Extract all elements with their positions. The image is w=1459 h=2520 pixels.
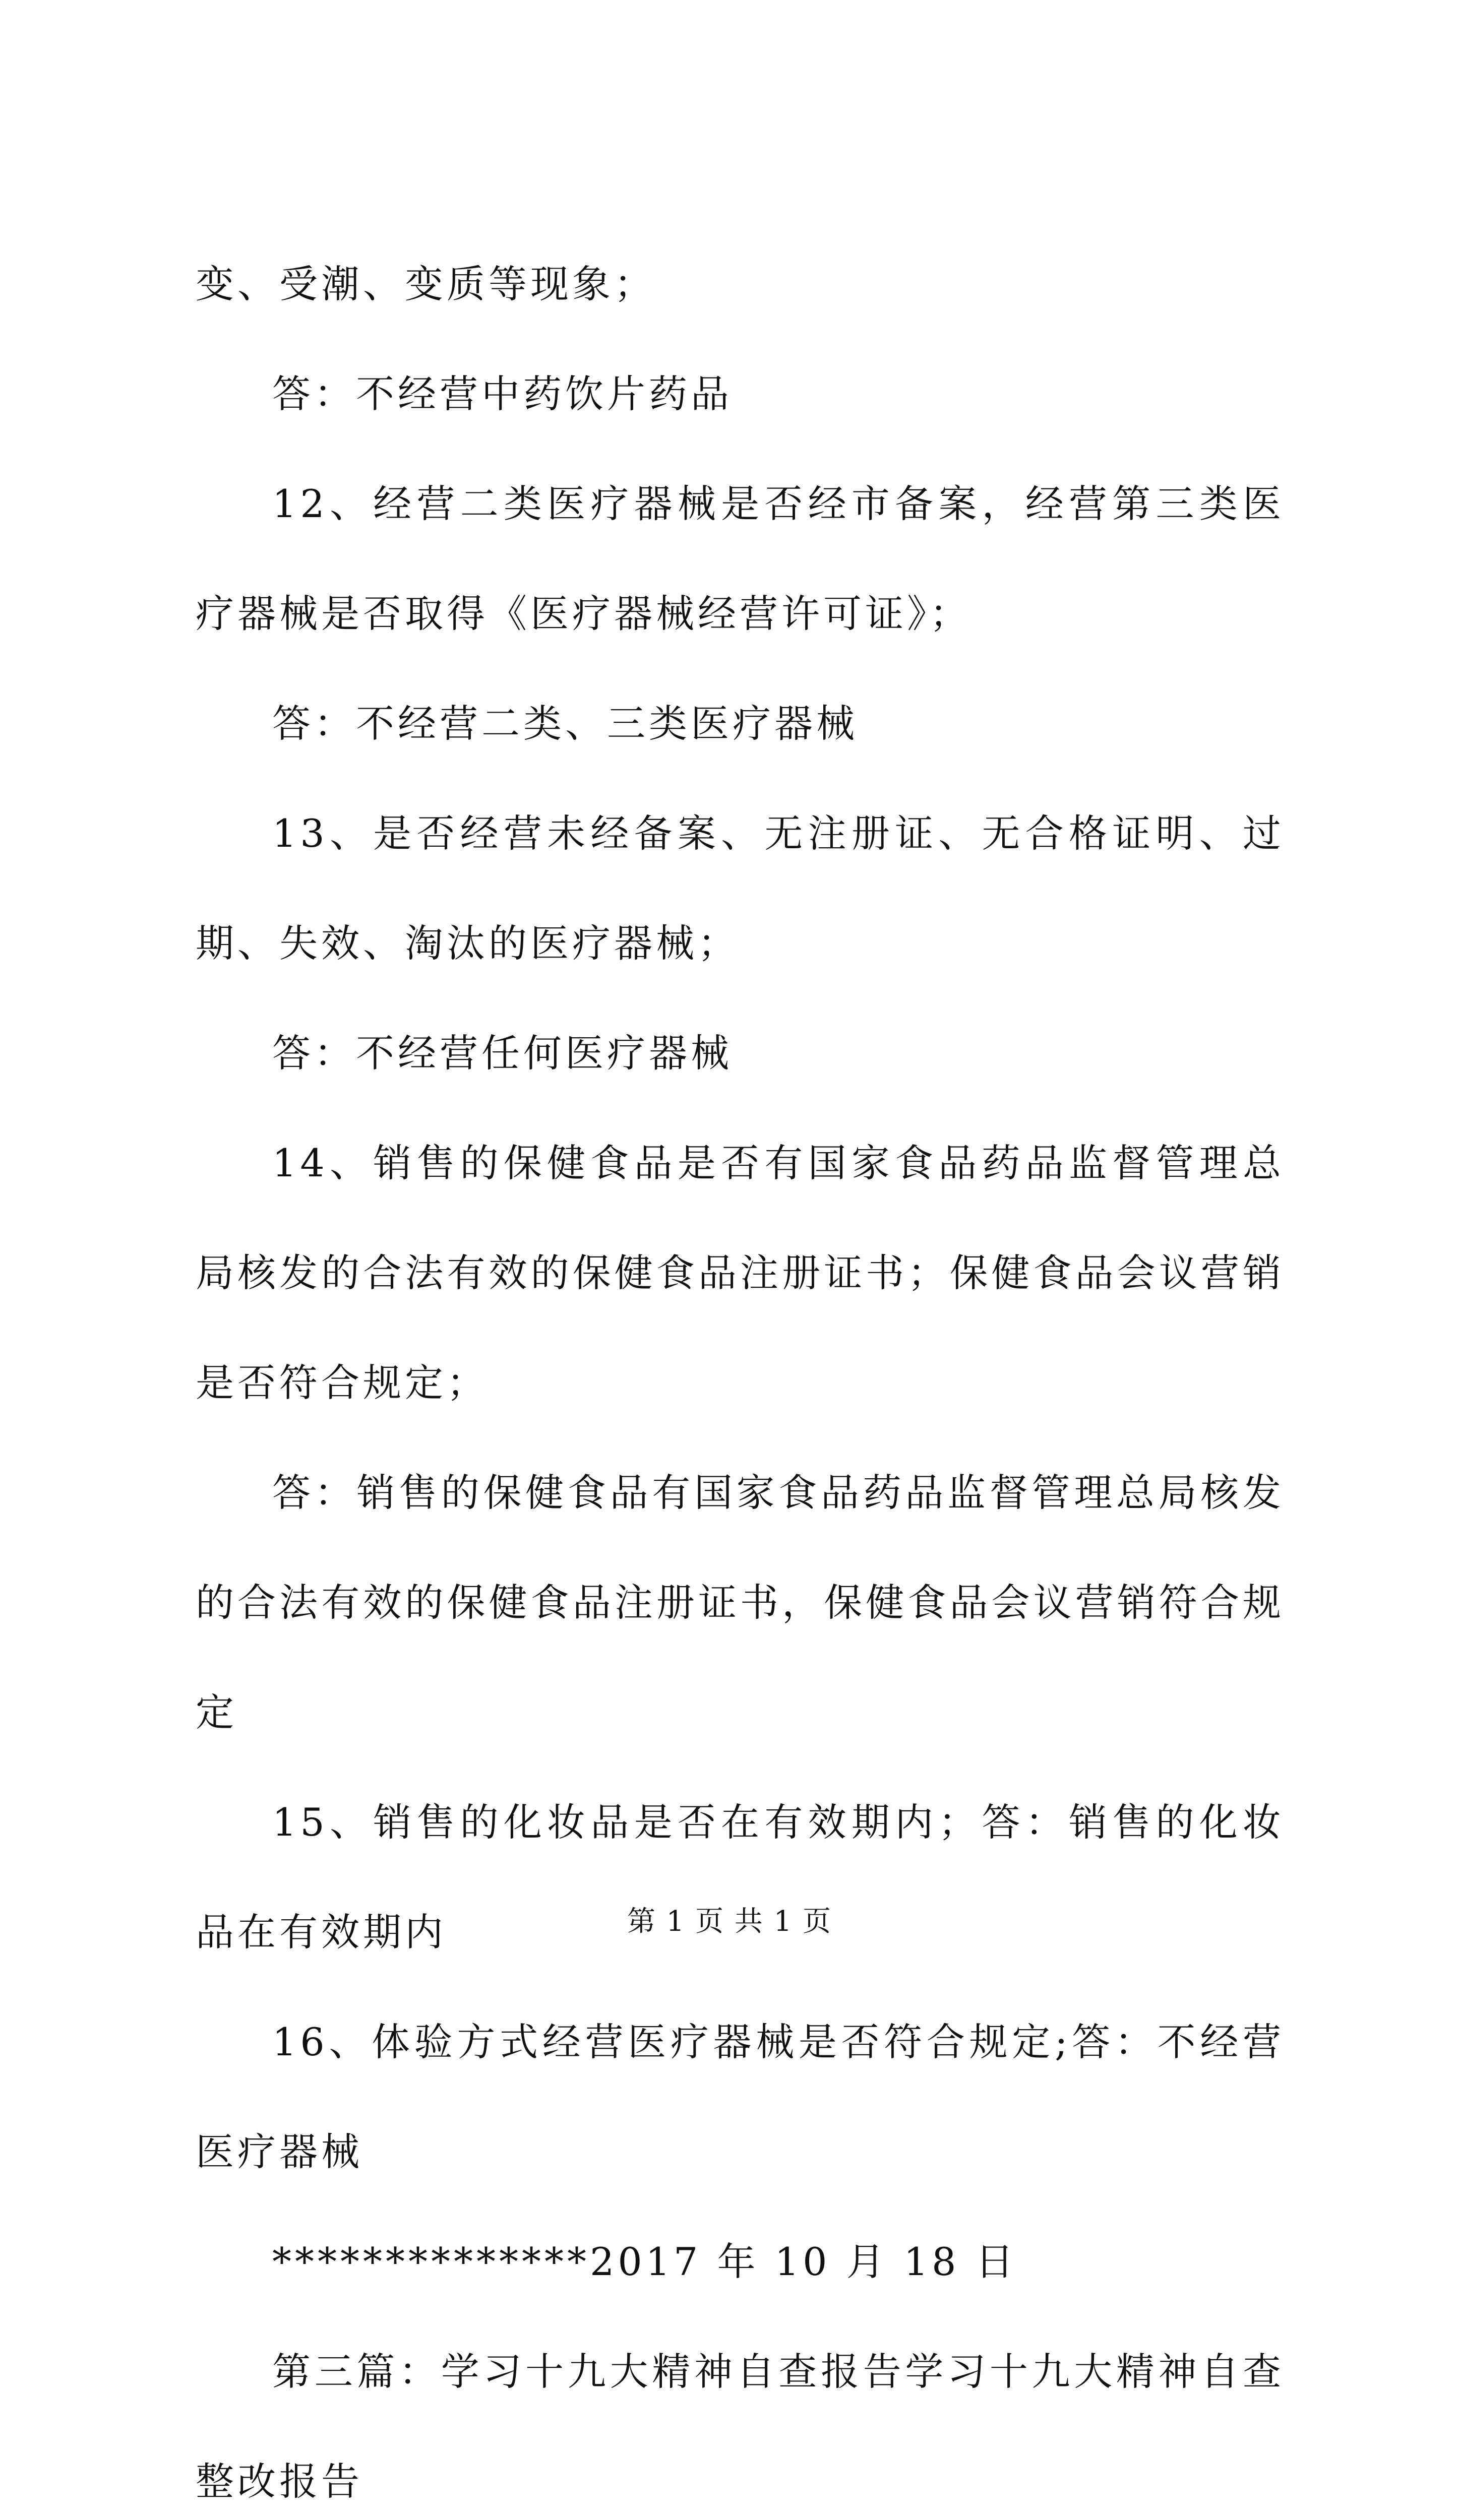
section-heading: 第三篇：学习十九大精神自查报告学习十九大精神自查整改报告 — [196, 2349, 1285, 2504]
paragraph-10: 16、体验方式经营医疗器械是否符合规定;答：不经营医疗器械 — [196, 2020, 1285, 2174]
paragraph-6: 答：不经营任何医疗器械 — [272, 1031, 733, 1076]
page-footer: 第 1 页 共 1 页 — [627, 1905, 832, 1938]
paragraph-2: 答：不经营中药饮片药品 — [272, 371, 733, 416]
document-body — [196, 229, 1285, 2520]
paragraph-4: 答：不经营二类、三类医疗器械 — [272, 701, 858, 746]
signature-date-line: **************2017 年 10 月 18 日 — [272, 2239, 1017, 2284]
paragraph-9: 15、销售的化妆品是否在有效期内；答：销售的化妆品在有效期内 — [196, 1800, 1285, 1955]
paragraph-1: 变、受潮、变质等现象； — [196, 262, 656, 306]
paragraph-5: 13、是否经营未经备案、无注册证、无合格证明、过期、失效、淘汰的医疗器械； — [196, 811, 1285, 966]
paragraph-7: 14、销售的保健食品是否有国家食品药品监督管理总局核发的合法有效的保健食品注册证书；保健食品会议营销是否符合规定； — [196, 1141, 1285, 1405]
paragraph-3: 12、经营二类医疗器械是否经市备案，经营第三类医疗器械是否取得《医疗器械经营许可证》； — [196, 481, 1285, 636]
paragraph-8: 答：销售的保健食品有国家食品药品监督管理总局核发的合法有效的保健食品注册证书，保健食品会议营销符合规定 — [196, 1470, 1285, 1735]
